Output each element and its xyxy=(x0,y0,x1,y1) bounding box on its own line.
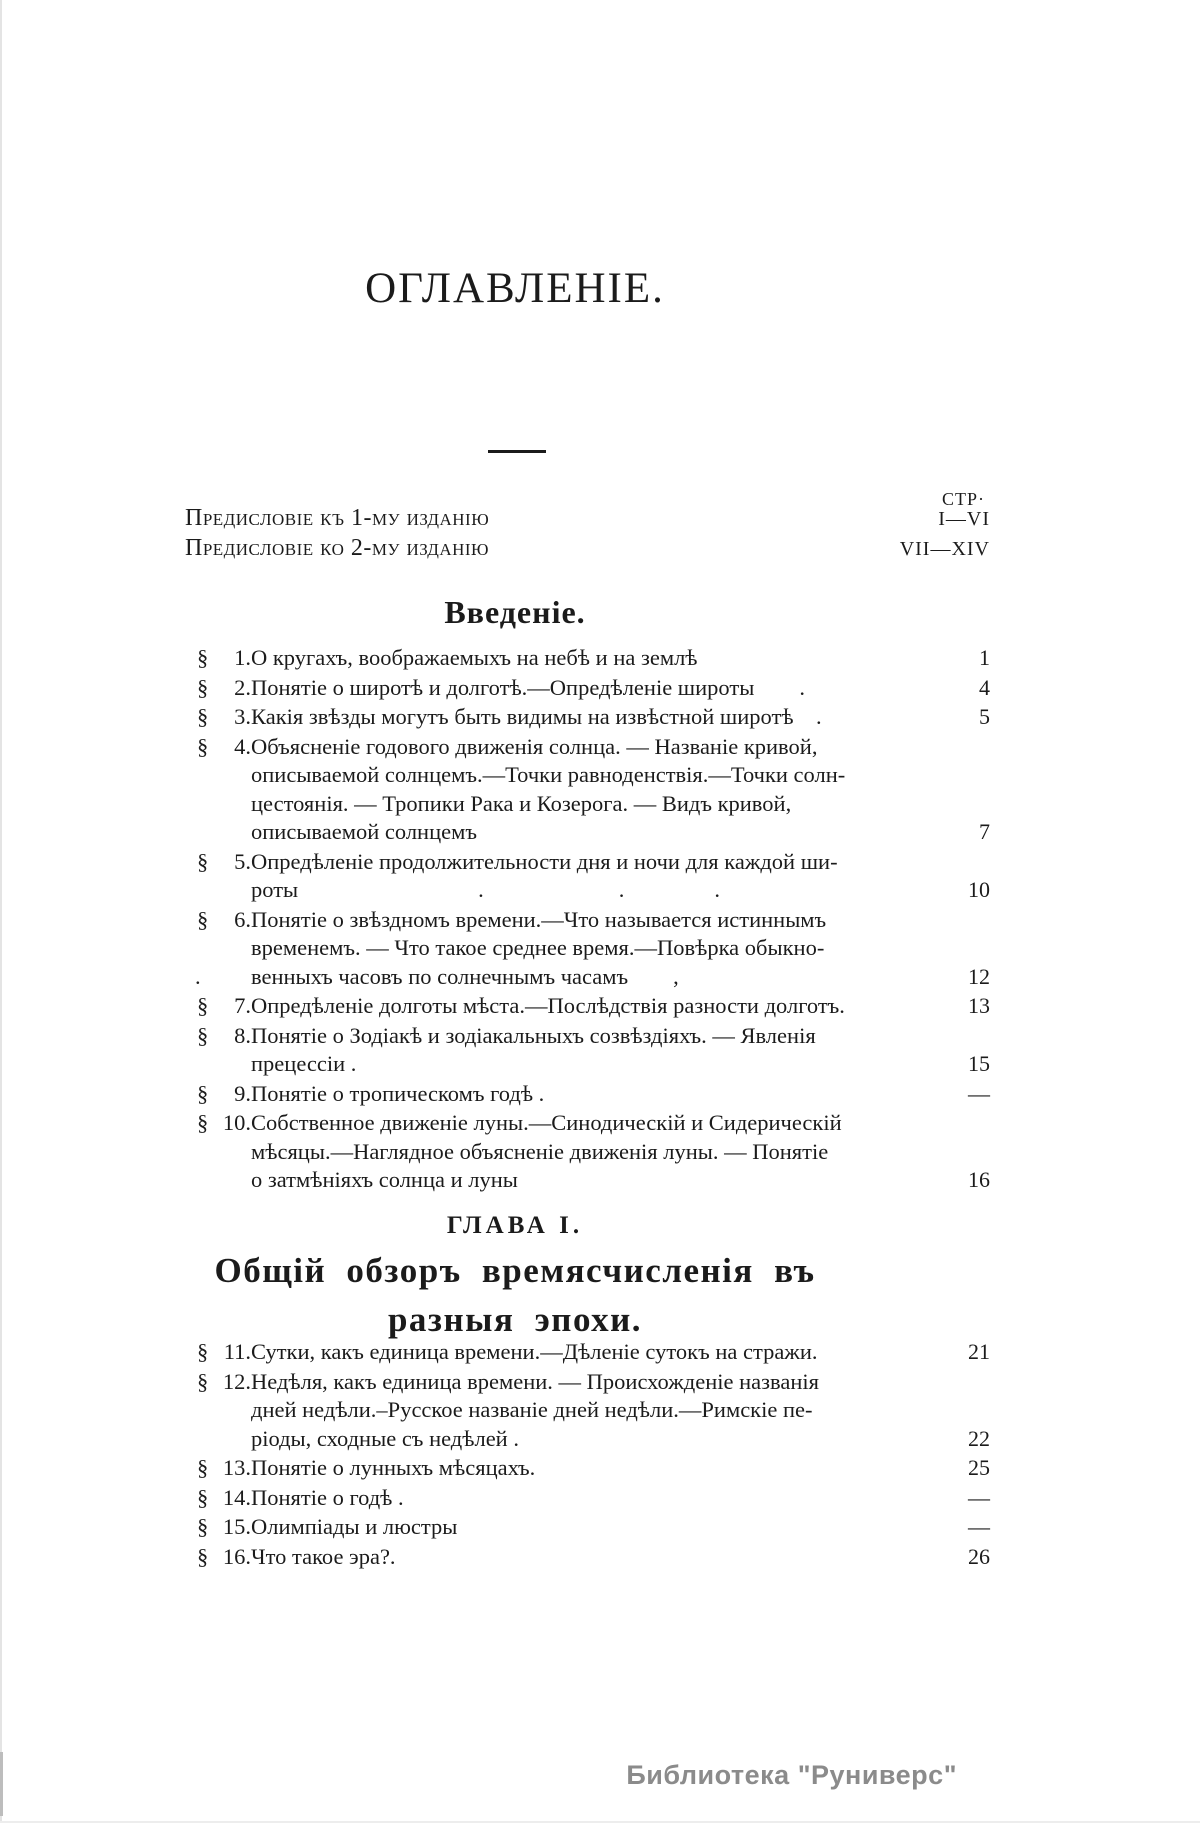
section-mark: § xyxy=(197,1022,209,1048)
toc-entry-number: 4. xyxy=(234,733,251,759)
page-number: VII—XIV xyxy=(899,538,990,560)
toc-entry-number: 15. xyxy=(222,1514,251,1539)
toc-entry xyxy=(185,1080,990,1109)
toc-entry-line: Объясненіе годового движенія солнца. — Названіе кривой, xyxy=(251,733,818,759)
section-mark: § xyxy=(197,704,209,729)
toc-entry-number: 11. xyxy=(223,1339,251,1364)
toc-entry xyxy=(185,1513,990,1542)
toc-entry xyxy=(185,703,990,732)
page-number: 25 xyxy=(968,1455,990,1480)
toc-entry-number: 1. xyxy=(234,645,251,670)
section-mark: § xyxy=(197,1514,209,1539)
page-number: 4 xyxy=(979,674,990,700)
front-matter-row xyxy=(185,505,990,535)
toc-entry-text xyxy=(251,848,851,905)
toc-entry-line: Какія звѣзды могутъ быть видимы на извѣстной широтѣ . xyxy=(251,704,822,729)
section-mark: § xyxy=(197,1484,209,1510)
toc-entries-introduction xyxy=(185,644,990,1196)
toc-entry-line: Недѣля, какъ единица времени. — Происхожденіе названія xyxy=(251,1368,819,1394)
page-column-header: СТР· xyxy=(941,489,985,509)
page-number: 7 xyxy=(979,819,990,844)
page-number: — xyxy=(968,1080,990,1106)
section-mark: § xyxy=(197,993,209,1018)
toc-entry-number: 2. xyxy=(234,674,251,700)
page-number: 1 xyxy=(979,645,990,670)
stray-leader-dot: . xyxy=(195,963,201,989)
page-number: — xyxy=(968,1514,990,1539)
toc-entry xyxy=(185,848,990,905)
page-title: ОГЛАВЛЕНІЕ. xyxy=(365,265,665,312)
divider xyxy=(488,450,546,453)
toc-entry-line: Что такое эра?. xyxy=(251,1543,396,1569)
toc-entry-line: Понятіе о широтѣ и долготѣ.—Опредѣленіе широты . xyxy=(251,674,805,700)
toc-entry-line: ріоды, сходные съ недѣлей . xyxy=(251,1425,519,1451)
toc-entry-line: Сутки, какъ единица времени.—Дѣленіе сутокъ на стражи. xyxy=(251,1339,818,1364)
section-mark: § xyxy=(197,1339,209,1364)
front-matter xyxy=(185,505,990,565)
toc-entry-number: 16. xyxy=(222,1543,251,1569)
toc-entry xyxy=(185,1338,990,1367)
page-number: 12 xyxy=(968,963,990,989)
section-mark: § xyxy=(197,1110,209,1135)
front-matter-row xyxy=(185,535,990,565)
page-number: 22 xyxy=(968,1425,990,1451)
toc-entry-number: 12. xyxy=(222,1368,251,1394)
toc-entry-text xyxy=(251,703,851,732)
section-mark: § xyxy=(197,1368,209,1394)
toc-entry-line: О кругахъ, воображаемыхъ на небѣ и на землѣ xyxy=(251,645,698,670)
toc-entry-text xyxy=(251,992,851,1021)
toc-entry-number: 6. xyxy=(234,906,251,932)
toc-entry-line: Опредѣленіе долготы мѣста.—Послѣдствія разности долготъ. xyxy=(251,993,845,1018)
toc-entry-line: Опредѣленіе продолжительности дня и ночи для каждой ши- xyxy=(251,848,838,874)
page-number: 21 xyxy=(968,1339,990,1364)
toc-entry-line: Олимпіады и люстры xyxy=(251,1514,458,1539)
toc-entries-chapter-1 xyxy=(185,1338,990,1572)
toc-entry xyxy=(185,1543,990,1572)
toc-entry xyxy=(185,644,990,673)
toc-entry-line: цестоянія. — Тропики Рака и Козерога. — Видъ кривой, xyxy=(251,790,792,816)
toc-entry xyxy=(185,1109,990,1195)
toc-entry xyxy=(185,1484,990,1513)
toc-entry-line: описываемой солнцемъ.—Точки равноденствія.—Точки солн- xyxy=(251,762,846,787)
toc-entry-line: Понятіе о звѣздномъ времени.—Что называется истиннымъ xyxy=(251,906,827,932)
toc-entry-text xyxy=(251,1543,851,1572)
page-number: 5 xyxy=(979,704,990,729)
toc-entry-line: Собственное движеніе луны.—Синодическій и Сидерическій xyxy=(251,1110,842,1135)
toc-entry xyxy=(185,1368,990,1454)
chapter-title-line: Общій обзоръ времясчисленія въ xyxy=(214,1251,816,1290)
toc-entry-line: временемъ. — Что такое среднее время.—Повѣрка обыкно- xyxy=(251,935,825,960)
toc-entry-text xyxy=(251,644,851,673)
section-mark: § xyxy=(197,1543,209,1569)
toc-entry-text xyxy=(251,906,851,992)
toc-entry-line: о затмѣніяхъ солнца и луны xyxy=(251,1167,518,1192)
toc-entry-line: описываемой солнцемъ xyxy=(251,819,477,844)
toc-entry xyxy=(185,906,990,992)
toc-entry xyxy=(185,733,990,847)
toc-entry-text xyxy=(251,1109,851,1195)
toc-entry-text xyxy=(251,1368,851,1454)
toc-entry-line: прецессіи . xyxy=(251,1051,357,1076)
toc-entry xyxy=(185,674,990,703)
toc-entry-number: 13. xyxy=(222,1455,251,1480)
section-mark: § xyxy=(197,733,209,759)
toc-entry-line: мѣсяцы.—Наглядное объясненіе движенія луны. — Понятіе xyxy=(251,1138,829,1164)
toc-entry-text xyxy=(251,1454,851,1483)
section-mark: § xyxy=(197,1455,209,1480)
toc-entry-text xyxy=(251,733,851,847)
toc-entry xyxy=(185,1022,990,1079)
toc-entry-text xyxy=(251,674,851,703)
page-number: 13 xyxy=(968,993,990,1018)
toc-entry xyxy=(185,992,990,1021)
toc-entry-line: Понятіе о годѣ . xyxy=(251,1484,404,1510)
page-number: 26 xyxy=(968,1543,990,1569)
section-mark: § xyxy=(197,906,209,932)
toc-entry-number: 5. xyxy=(234,848,251,874)
toc-entry-line: роты . . . xyxy=(251,877,721,902)
front-matter-label: Предисловіе къ 1-му изданію xyxy=(185,505,490,531)
toc-entry-number: 9. xyxy=(234,1080,251,1106)
toc-entry-text xyxy=(251,1080,851,1109)
section-mark: § xyxy=(197,645,209,670)
toc-entry-number: 8. xyxy=(234,1022,251,1048)
toc-entry-number: 14. xyxy=(222,1484,251,1510)
toc-entry-text xyxy=(251,1338,851,1367)
toc-entry-number: 3. xyxy=(234,704,251,729)
chapter-title-line: разныя эпохи. xyxy=(387,1300,643,1339)
section-mark: § xyxy=(197,848,209,874)
front-matter-label: Предисловіе ко 2-му изданію xyxy=(185,535,490,561)
toc-entry-number: 10. xyxy=(222,1110,251,1135)
library-watermark: Библиотека "Руниверс" xyxy=(626,1760,957,1790)
toc-entry-line: дней недѣли.–Русское названіе дней недѣли.—Римскіе пе- xyxy=(251,1397,813,1422)
chapter-heading: ГЛАВА I. xyxy=(446,1212,584,1239)
page-number: 10 xyxy=(968,877,990,902)
section-heading-introduction: Введеніе. xyxy=(444,594,586,630)
toc-entry-line: Понятіе о тропическомъ годѣ . xyxy=(251,1080,545,1106)
page-number: 15 xyxy=(968,1051,990,1076)
page-number: — xyxy=(968,1484,990,1510)
toc-entry-text xyxy=(251,1484,851,1513)
toc-entry-text xyxy=(251,1022,851,1079)
page-number: I—VI xyxy=(938,508,990,530)
toc-entry-text xyxy=(251,1513,851,1542)
page-number: 16 xyxy=(968,1167,990,1192)
toc-entry-number: 7. xyxy=(234,993,251,1018)
section-mark: § xyxy=(197,674,209,700)
toc-entry xyxy=(185,1454,990,1483)
toc-entry-line: Понятіе о Зодіакѣ и зодіакальныхъ созвѣздіяхъ. — Явленія xyxy=(251,1022,816,1048)
toc-entry-line: венныхъ часовъ по солнечнымъ часамъ , xyxy=(251,963,679,989)
section-mark: § xyxy=(197,1080,209,1106)
toc-entry-line: Понятіе о лунныхъ мѣсяцахъ. xyxy=(251,1455,536,1480)
chapter-title xyxy=(145,1246,885,1344)
scan-edge-artifact xyxy=(0,1752,3,1816)
